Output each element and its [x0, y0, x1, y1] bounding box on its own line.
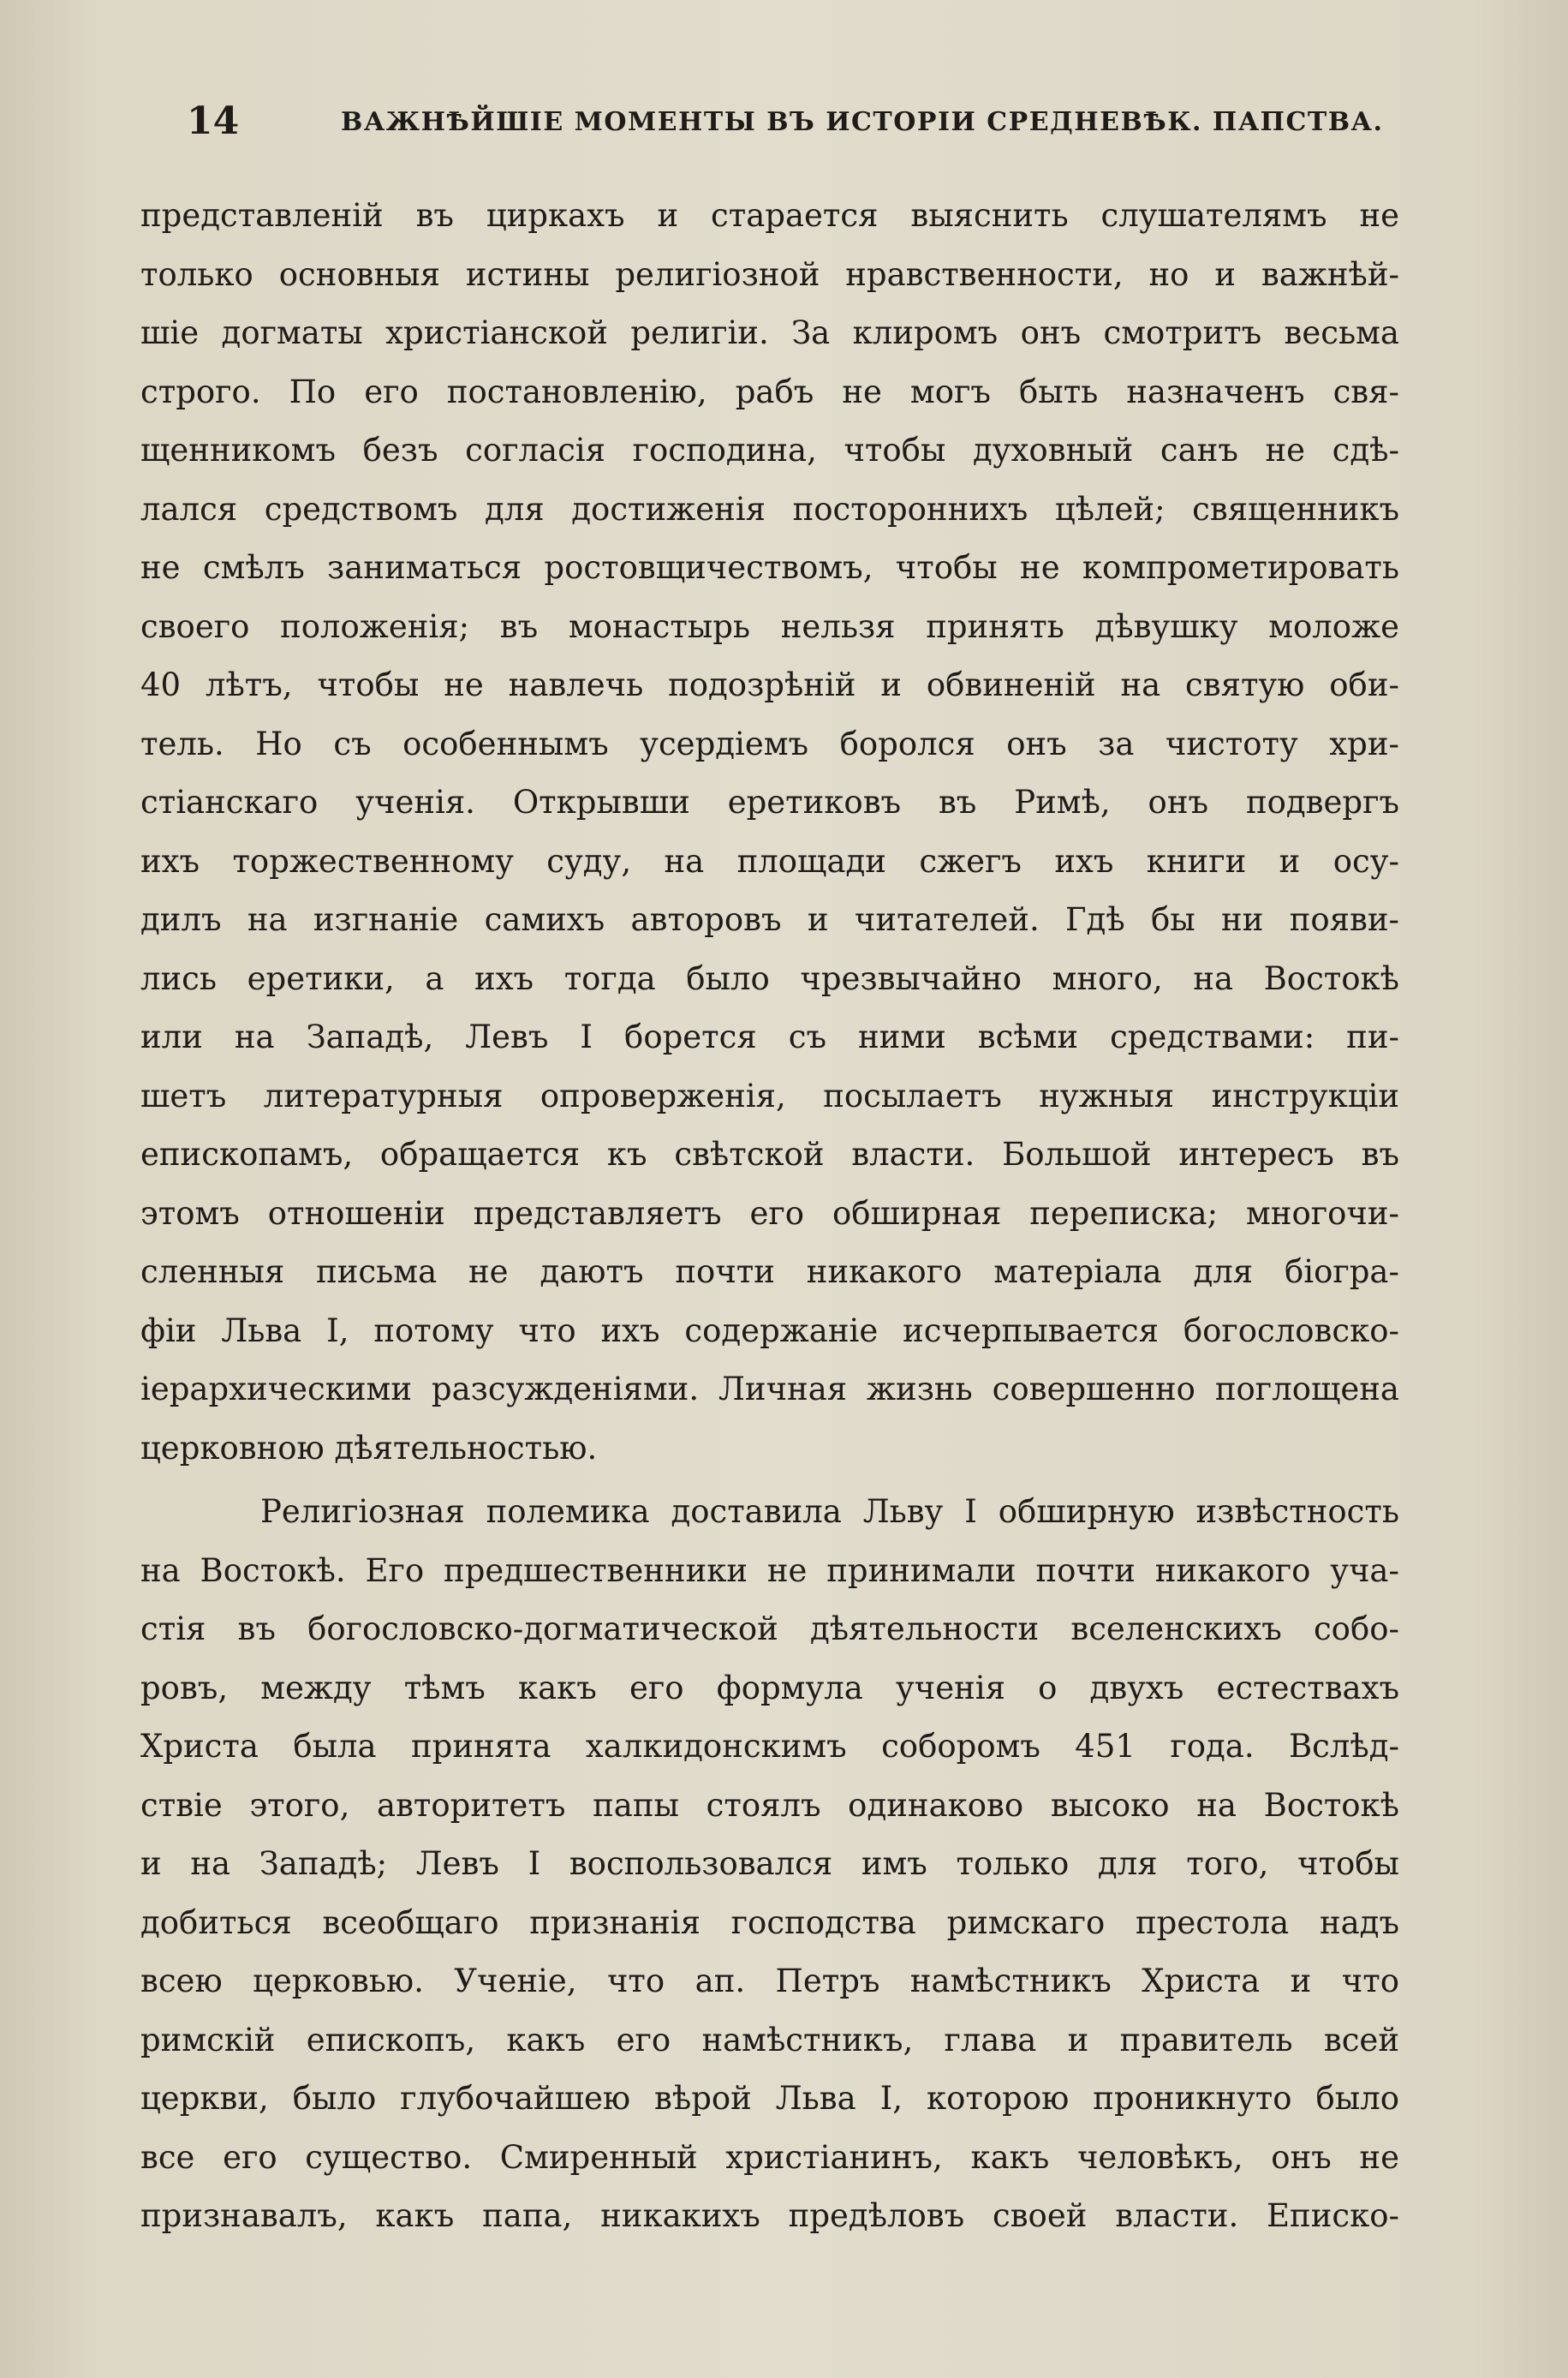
text-line: добиться всеобщаго признанія господства римскаго престола надъ	[140, 1903, 1399, 1941]
text-line: Религіозная полемика доставила Льву I обширную извѣстность	[260, 1493, 1399, 1530]
page-header	[187, 96, 1420, 147]
text-line: ихъ торжественному суду, на площади сжегъ ихъ книги и осу-	[140, 842, 1399, 880]
text-line: шетъ литературныя опроверженія, посылаетъ нужныя инструкціи	[140, 1077, 1399, 1114]
text-line: 40 лѣтъ, чтобы не навлечь подозрѣній и обвиненій на святую оби-	[140, 666, 1399, 703]
text-line: церкви, было глубочайшею вѣрой Льва I, которою проникнуто было	[140, 2080, 1399, 2117]
text-line: лись еретики, а ихъ тогда было чрезвычайно много, на Востокѣ	[140, 959, 1399, 997]
text-line: ствіе этого, авторитетъ папы стоялъ одинаково высоко на Востокѣ	[140, 1786, 1399, 1824]
text-line: всею церковью. Ученіе, что ап. Петръ намѣстникъ Христа и что	[140, 1963, 1399, 1999]
text-line: только основныя истины религіозной нравственности, но и важнѣй-	[140, 255, 1399, 293]
text-line: своего положенія; въ монастырь нельзя принять дѣвушку моложе	[140, 607, 1399, 645]
text-line: стіанскаго ученія. Открывши еретиковъ въ Римѣ, онъ подвергъ	[140, 784, 1399, 821]
page-number: 14	[187, 99, 240, 143]
text-line: сленныя письма не даютъ почти никакого матеріала для біогра-	[140, 1253, 1399, 1290]
text-line: тель. Но съ особеннымъ усердіемъ боролся онъ за чистоту хри-	[140, 725, 1399, 762]
text-line: епископамъ, обращается къ свѣтской власти. Большой интересъ въ	[140, 1136, 1399, 1173]
text-line: фіи Льва I, потому что ихъ содержаніе исчерпывается богословско-	[140, 1311, 1399, 1349]
text-line: не смѣлъ заниматься ростовщичествомъ, чтобы не компрометировать	[140, 549, 1399, 586]
text-line: лался средствомъ для достиженія постороннихъ цѣлей; священникъ	[140, 490, 1399, 528]
text-line: шіе догматы христіанской религіи. За клиромъ онъ смотритъ весьма	[140, 314, 1399, 351]
paragraph-1	[140, 187, 1399, 1478]
text-line: строго. По его постановленію, рабъ не могъ быть назначенъ свя-	[140, 373, 1399, 410]
text-line: Христа была принята халкидонскимъ соборомъ 451 года. Вслѣд-	[140, 1728, 1399, 1765]
text-line: римскій епископъ, какъ его намѣстникъ, глава и правитель всей	[140, 2021, 1399, 2058]
text-line: этомъ отношеніи представляетъ его обширная переписка; многочи-	[140, 1194, 1399, 1232]
text-line: щенникомъ безъ согласія господина, чтобы духовный санъ не сдѣ-	[140, 432, 1399, 469]
text-line: представленій въ циркахъ и старается выяснить слушателямъ не	[140, 197, 1399, 234]
text-line: стія въ богословско-догматической дѣятельности вселенскихъ собо-	[140, 1610, 1399, 1647]
text-line: на Востокѣ. Его предшественники не принимали почти никакого уча-	[140, 1551, 1399, 1589]
paragraph-2	[140, 1483, 1399, 2246]
text-line: все его существо. Смиренный христіанинъ, какъ человѣкъ, онъ не	[140, 2138, 1399, 2176]
body-text	[140, 187, 1399, 2246]
text-line: ровъ, между тѣмъ какъ его формула ученія о двухъ естествахъ	[140, 1669, 1399, 1706]
running-title: ВАЖНѢЙШІЕ МОМЕНТЫ ВЪ ИСТОРІИ СРЕДНЕВѢК. ПАПСТВА.	[341, 107, 1384, 137]
text-line: и на Западѣ; Левъ I воспользовался имъ только для того, чтобы	[140, 1845, 1399, 1882]
text-line: или на Западѣ, Левъ I борется съ ними всѣми средствами: пи-	[140, 1019, 1399, 1055]
text-line: церковною дѣятельностью.	[140, 1429, 598, 1467]
text-line: дилъ на изгнаніе самихъ авторовъ и читателей. Гдѣ бы ни появи-	[140, 901, 1399, 938]
text-line: іерархическими разсужденіями. Личная жизнь совершенно поглощена	[140, 1371, 1399, 1407]
text-line: признавалъ, какъ папа, никакихъ предѣловъ своей власти. Еписко-	[140, 2197, 1399, 2234]
